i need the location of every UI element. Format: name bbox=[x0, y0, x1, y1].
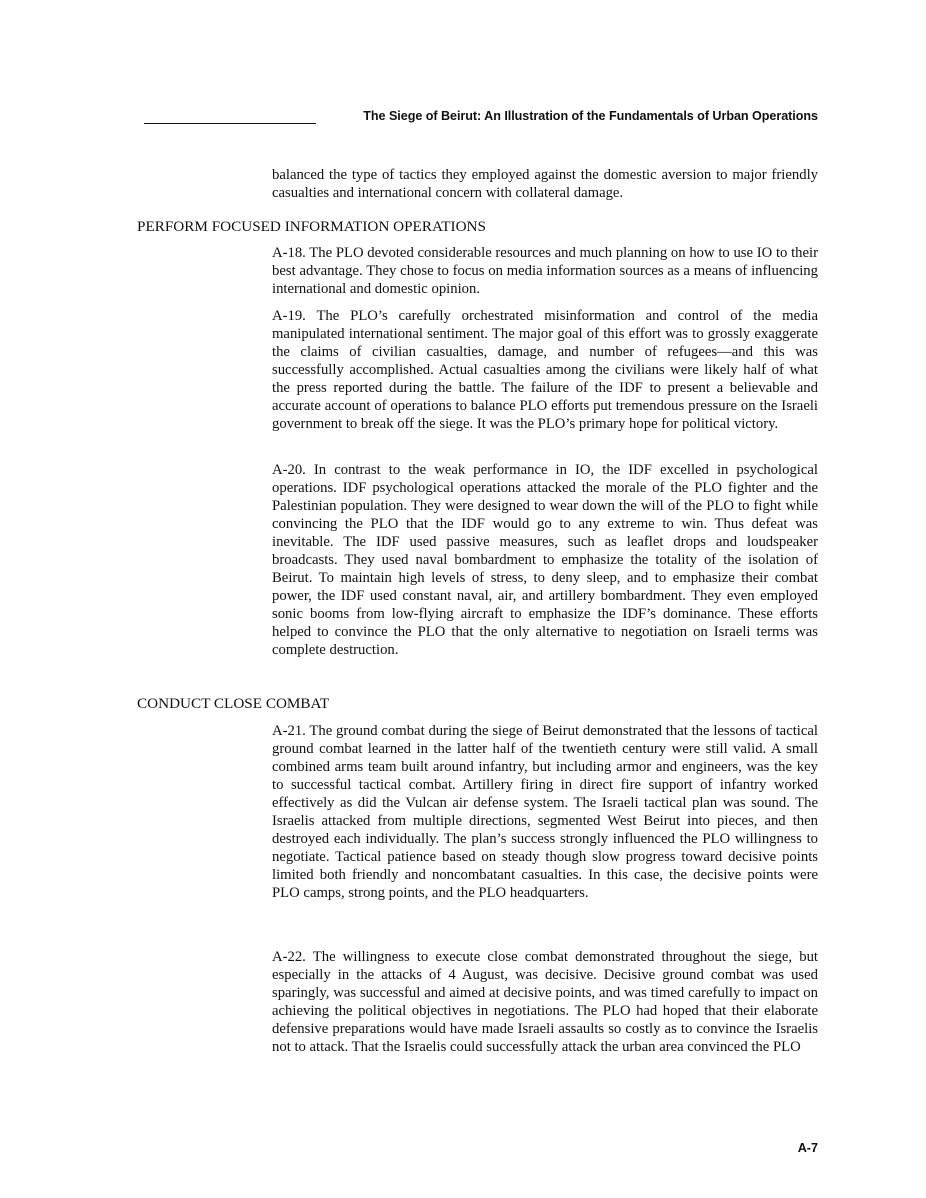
heading-close-combat: CONDUCT CLOSE COMBAT bbox=[137, 695, 330, 712]
header-title: The Siege of Beirut: An Illustration of the Fundamentals of Urban Operations bbox=[363, 109, 818, 123]
heading-information-operations: PERFORM FOCUSED INFORMATION OPERATIONS bbox=[137, 218, 486, 235]
paragraph-a22: A-22. The willingness to execute close combat demonstrated throughout the siege, but especially in the attacks of 4 August, was decisive. Decisive ground combat was used sparingly, was successful and aimed at decisive points, and was timed carefully to impact on achieving the political objectives in negotiations. The PLO had hoped that their elaborate defensive preparations would have made Israeli assaults so costly as to convince the Israelis not to attack. That the Israelis could successfully attack the urban area convinced the PLO bbox=[272, 949, 818, 1055]
page-number: A-7 bbox=[797, 1141, 818, 1155]
paragraph-a21: A-21. The ground combat during the siege of Beirut demonstrated that the lessons of tactical ground combat learned in the latter half of the twentieth century were still valid. A small combined arms team built around infantry, but including armor and engineers, was the key to successful tactical combat. Artillery firing in direct fire support of infantry worked effectively as did the Vulcan air defense system. The Israeli tactical plan was sound. The Israelis attacked from multiple directions, segmented West Beirut into pieces, and then destroyed each individually. The plan’s success strongly influenced the PLO willingness to negotiate. Tactical patience based on steady though slow progress toward decisive points limited both friendly and noncombatant casualties. In this case, the decisive points were PLO camps, strong points, and the PLO headquarters. bbox=[272, 723, 818, 901]
running-header bbox=[144, 108, 818, 128]
header-rule bbox=[144, 123, 316, 124]
paragraph-intro: balanced the type of tactics they employed against the domestic aversion to major friendly casualties and international concern with collateral damage. bbox=[272, 167, 818, 201]
paragraph-a19: A-19. The PLO’s carefully orchestrated misinformation and control of the media manipulated international sentiment. The major goal of this effort was to grossly exaggerate the claims of civilian casualties, damage, and number of refugees—and this was successfully accomplished. Actual casualties among the civilians were likely half of what the press reported during the battle. The failure of the IDF to present a believable and accurate account of operations to balance PLO efforts put tremendous pressure on the Israeli government to break off the siege. It was the PLO’s primary hope for political victory. bbox=[272, 308, 818, 432]
paragraph-a20: A-20. In contrast to the weak performance in IO, the IDF excelled in psychological operations. IDF psychological operations attacked the morale of the PLO fighter and the Palestinian population. They were designed to wear down the will of the PLO to fight while convincing the PLO that the IDF would go to any extreme to win. Thus defeat was inevitable. The IDF used passive measures, such as leaflet drops and loudspeaker broadcasts. They used naval bombardment to emphasize the totality of the isolation of Beirut. To maintain high levels of stress, to deny sleep, and to emphasize their combat power, the IDF used constant naval, air, and artillery bombardment. They even employed sonic booms from low-flying aircraft to emphasize the IDF’s dominance. These efforts helped to convince the PLO that the only alternative to negotiation on Israeli terms was complete destruction. bbox=[272, 462, 818, 658]
paragraph-a18: A-18. The PLO devoted considerable resources and much planning on how to use IO to their best advantage. They chose to focus on media information sources as a means of influencing international and domestic opinion. bbox=[272, 245, 818, 297]
